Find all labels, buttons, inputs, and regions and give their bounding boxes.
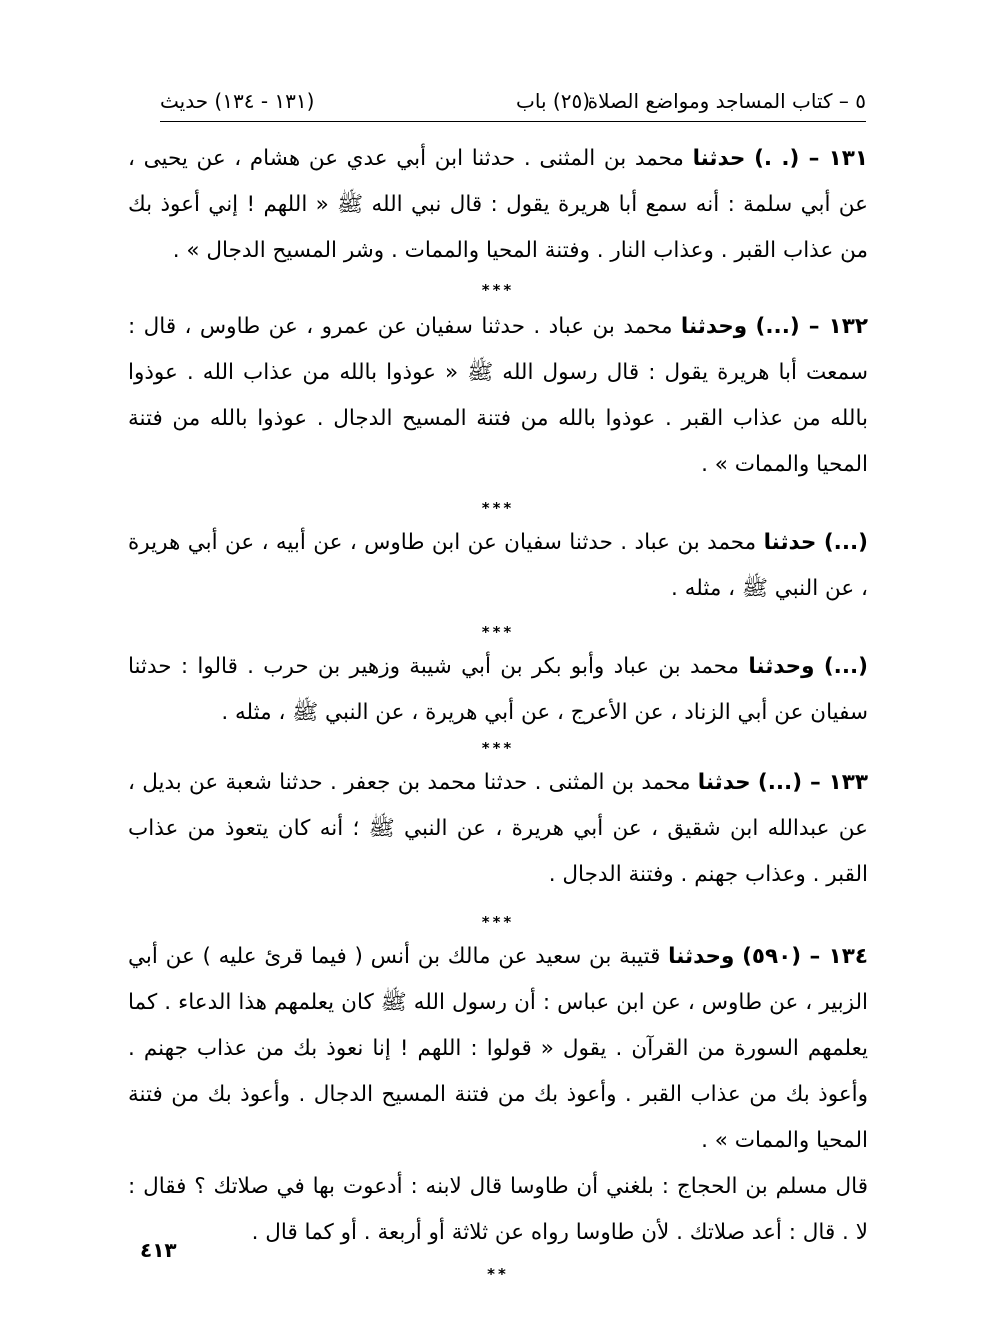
separator-stars: *** [481,623,515,641]
bab-number: (٢٥) باب [516,89,590,113]
hadith-132-chain-3 [128,644,868,736]
hadith-lead: وحدثنا [668,944,735,969]
separator-stars: *** [481,281,515,299]
hadith-133 [128,760,868,898]
hadith-text: محمد بن عباد . حدثنا سفيان عن ابن طاوس ، عن أبيه ، عن أبي هريرة ، عن النبي ﷺ ، مثله . [128,530,868,601]
page-body [128,130,868,1286]
hadith-132 [128,304,868,488]
hadith-lead: حدثنا [697,770,751,795]
hadith-134 [128,934,868,1164]
page-number: ٤١٣ [140,1238,177,1262]
hadith-text: محمد بن عباد . حدثنا سفيان عن عمرو ، عن طاوس ، قال : سمعت أبا هريرة يقول : قال رسول الله ﷺ « عوذوا بالله من عذاب الله . عوذوا بالله من عذاب القبر . عوذوا بالله من فتنة المسيح الدجال . عوذوا بالله من فتنة المحيا والممات » . [128,314,868,477]
hadith-range: (١٣١ - ١٣٤) حديث [160,89,315,113]
hadith-lead: وحدثنا [680,314,748,339]
hadith-text: محمد بن عباد وأبو بكر بن أبي شيبة وزهير بن حرب . قالوا : حدثنا سفيان عن أبي الزناد ، عن الأعرج ، عن أبي هريرة ، عن النبي ﷺ ، مثله . [128,654,868,725]
hadith-number: ١٣٢ – (...) [755,314,868,339]
hadith-text: محمد بن المثنى . حدثنا محمد بن جعفر . حدثنا شعبة عن بديل ، عن عبدالله ابن شقيق ، عن أبي هريرة ، عن النبي ﷺ ؛ أنه كان يتعوذ من عذاب القبر . وعذاب جهنم . وفتنة الدجال . [128,770,868,887]
running-header [160,82,866,120]
separator-stars: *** [481,913,515,931]
hadith-132-chain-2 [128,520,868,612]
muslim-comment [128,1164,868,1256]
hadith-text: محمد بن المثنى . حدثنا ابن أبي عدي عن هشام ، عن يحيى ، عن أبي سلمة : أنه سمع أبا هريرة يقول : قال نبي الله ﷺ « اللهم ! إني أعوذ بك من عذاب القبر . وعذاب النار . وفتنة المحيا والممات . وشر المسيح الدجال » . [128,146,868,263]
separator-stars: *** [481,499,515,517]
comment-text: قال مسلم بن الحجاج : بلغني أن طاوسا قال لابنه : أدعوت بها في صلاتك ؟ فقال : لا . قال : أعد صلاتك . لأن طاوسا رواه عن ثلاثة أو أربعة . أو كما قال . [128,1174,868,1245]
hadith-lead: حدثنا [692,146,746,171]
hadith-text: قتيبة بن سعيد عن مالك بن أنس ( فيما قرئ عليه ) عن أبي الزبير ، عن طاوس ، عن ابن عباس : أن رسول الله ﷺ كان يعلمهم هذا الدعاء . كما يعلمهم السورة من القرآن . يقول « قولوا : اللهم ! إنا نعوذ بك من عذاب جهنم . وأعوذ بك من عذاب القبر . وأعوذ بك من فتنة المسيح الدجال . وأعوذ بك من فتنة المحيا والممات » . [128,944,868,1153]
end-mark: ** [487,1265,509,1283]
hadith-number: ١٣٤ – (٥٩٠) [742,944,868,969]
chapter-title: ٥ – كتاب المساجد ومواضع الصلاة [587,89,866,113]
hadith-lead: حدثنا [763,530,817,555]
hadith-number: (...) [823,530,868,555]
hadith-lead: وحدثنا [748,654,815,679]
hadith-number: (...) [823,654,868,679]
hadith-number: ١٣١ – (. .) [754,146,869,171]
hadith-131 [128,136,868,274]
hadith-number: ١٣٣ – (...) [757,770,868,795]
header-rule [160,121,866,122]
separator-stars: *** [481,739,515,757]
